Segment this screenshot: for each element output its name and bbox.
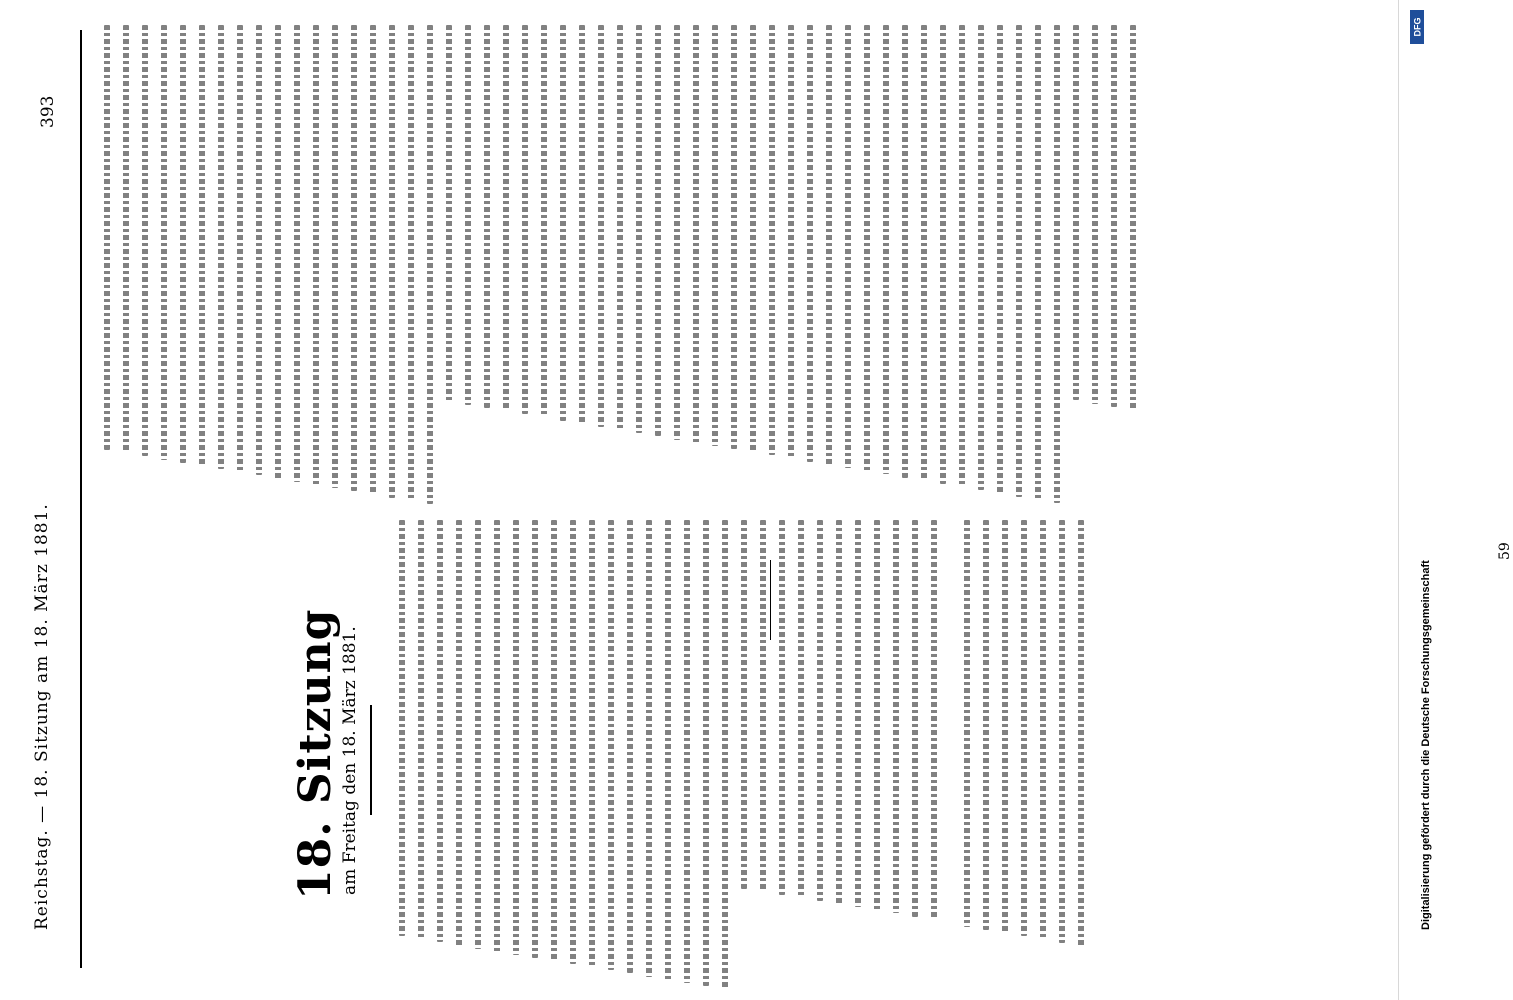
text-line: [123, 25, 129, 453]
text-line: [598, 25, 604, 427]
text-line: [826, 25, 832, 465]
text-line: [959, 25, 965, 487]
text-line: [807, 25, 813, 462]
text-line: [864, 25, 870, 471]
text-line: [855, 520, 861, 907]
text-line: [940, 25, 946, 484]
text-line: [541, 25, 547, 417]
text-line: [636, 25, 642, 433]
text-line: [617, 25, 623, 430]
text-line: [769, 25, 775, 455]
text-line: [513, 520, 519, 955]
text-line: [351, 25, 357, 491]
text-line: [237, 25, 243, 472]
text-line: [275, 25, 281, 479]
text-line: [712, 25, 718, 446]
text-line: [418, 520, 424, 939]
text-line: [1054, 25, 1060, 503]
text-line: [446, 25, 452, 402]
text-line: [741, 520, 747, 889]
text-line: [408, 25, 414, 501]
text-line: [684, 520, 690, 983]
body-text-lower-column: [960, 520, 1090, 980]
text-line: [845, 25, 851, 468]
session-title: 18. Sitzung: [290, 608, 341, 900]
text-line: [788, 25, 794, 459]
text-line: [475, 520, 481, 949]
text-line: [779, 520, 785, 895]
text-line: [389, 25, 395, 498]
text-line: [902, 25, 908, 478]
text-line: [731, 25, 737, 449]
text-line: [817, 520, 823, 901]
text-line: [750, 25, 756, 452]
speaker-index: [395, 520, 945, 990]
text-line: [437, 520, 443, 942]
text-line: [1002, 520, 1008, 933]
text-line: [1111, 25, 1117, 407]
text-line: [693, 25, 699, 443]
text-line: [560, 25, 566, 421]
text-line: [589, 520, 595, 967]
text-line: [399, 520, 405, 936]
text-line: [874, 520, 880, 910]
text-line: [665, 520, 671, 980]
text-line: [1130, 25, 1136, 410]
text-line: [142, 25, 148, 456]
text-line: [522, 25, 528, 414]
text-line: [1035, 25, 1041, 500]
text-line: [760, 520, 766, 892]
running-header: Reichstag. — 18. Sitzung am 18. März 1881.: [32, 503, 52, 930]
body-text-upper-column: [100, 25, 1140, 505]
text-line: [931, 520, 937, 920]
text-line: [1021, 520, 1027, 936]
text-line: [370, 25, 376, 494]
text-line: [161, 25, 167, 460]
text-line: [456, 520, 462, 946]
text-line: [579, 25, 585, 424]
text-line: [893, 520, 899, 913]
text-line: [627, 520, 633, 973]
text-line: [180, 25, 186, 463]
text-line: [964, 520, 970, 927]
text-line: [256, 25, 262, 475]
text-line: [912, 520, 918, 917]
text-line: [1059, 520, 1065, 943]
text-line: [104, 25, 110, 450]
text-line: [997, 25, 1003, 493]
text-line: [1092, 25, 1098, 404]
text-line: [218, 25, 224, 469]
text-line: [494, 520, 500, 952]
session-date: am Freitag den 18. März 1881.: [340, 626, 360, 895]
signature-mark: 59: [1497, 542, 1513, 560]
text-line: [1040, 520, 1046, 940]
text-line: [294, 25, 300, 482]
text-line: [551, 520, 557, 961]
text-line: [1073, 25, 1079, 400]
text-line: [332, 25, 338, 488]
text-line: [798, 520, 804, 898]
text-line: [503, 25, 509, 411]
digitization-notice: Digitalisierung gefördert durch die Deutsche Forschungsgemeinschaft: [1420, 560, 1432, 930]
page-edge-line: [1398, 0, 1399, 1000]
text-line: [465, 25, 471, 405]
page-number: 393: [38, 95, 58, 128]
text-line: [983, 520, 989, 930]
text-line: [532, 520, 538, 958]
title-rule: [370, 705, 372, 815]
text-line: [484, 25, 490, 408]
text-line: [608, 520, 614, 970]
text-line: [883, 25, 889, 474]
text-line: [199, 25, 205, 466]
dfg-logo: DFG: [1410, 10, 1424, 44]
text-line: [570, 520, 576, 964]
text-line: [921, 25, 927, 481]
text-line: [427, 25, 433, 504]
text-line: [1016, 25, 1022, 497]
text-line: [313, 25, 319, 485]
text-line: [836, 520, 842, 904]
text-line: [646, 520, 652, 977]
header-rule: [80, 30, 82, 968]
text-line: [674, 25, 680, 440]
text-line: [722, 520, 728, 989]
text-line: [978, 25, 984, 490]
text-line: [1078, 520, 1084, 946]
text-line: [655, 25, 661, 436]
text-line: [703, 520, 709, 986]
